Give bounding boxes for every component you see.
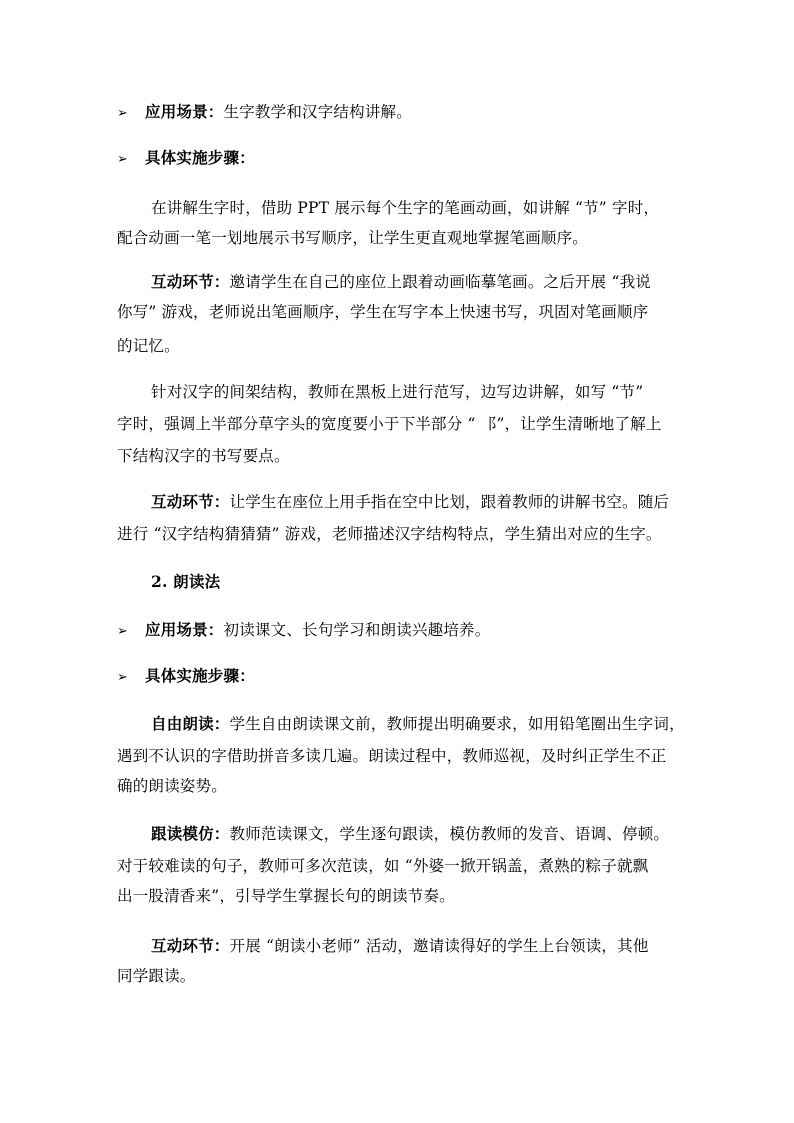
section-heading: 2. 朗读法 bbox=[151, 572, 221, 591]
paragraph-line: 配合动画一笔一划地展示书写顺序，让学生更直观地掌握笔画顺序。 bbox=[117, 229, 589, 247]
paragraph-line bbox=[117, 272, 711, 292]
paragraph-text: 让学生在座位上用手指在空中比划，跟着教师的讲解书空。随后 bbox=[229, 493, 670, 511]
interaction-label: 互动环节： bbox=[151, 492, 230, 511]
free-reading-label: 自由朗读： bbox=[151, 714, 230, 733]
bullet-steps-2 bbox=[117, 666, 677, 688]
interaction-label: 互动环节： bbox=[151, 272, 230, 291]
paragraph-line: 下结构汉字的书写要点。 bbox=[117, 447, 290, 465]
paragraph-line bbox=[117, 936, 711, 956]
bullet-steps-1 bbox=[117, 148, 677, 170]
bullet-label: 具体实施步骤： bbox=[145, 666, 255, 685]
paragraph-line: 对于较难读的句子，教师可多次范读，如 “外婆一掀开锅盖，煮熟的粽子就飘 bbox=[117, 857, 649, 875]
paragraph-line: 针对汉字的间架结构，教师在黑板上进行范写，边写边讲解，如写 “节” bbox=[151, 383, 644, 401]
arrowhead-bullet-icon: ➢ bbox=[117, 106, 129, 121]
bullet-text: 初读课文、长句学习和朗读兴趣培养。 bbox=[223, 621, 491, 639]
paragraph-text: 学生自由朗读课文前，教师提出明确要求，如用铅笔圈出生字词， bbox=[229, 715, 685, 733]
paragraph-line: 的记忆。 bbox=[117, 337, 180, 355]
arrowhead-bullet-icon: ➢ bbox=[117, 152, 129, 167]
paragraph-line: 同学跟读。 bbox=[117, 967, 196, 985]
paragraph-line: 确的朗读姿势。 bbox=[117, 777, 227, 795]
paragraph-text: 开展 “朗读小老师” 活动，邀请读得好的学生上台领读，其他 bbox=[229, 937, 649, 955]
interaction-label: 互动环节： bbox=[151, 936, 230, 955]
paragraph-line bbox=[117, 824, 711, 844]
paragraph-text: 邀请学生在自己的座位上跟着动画临摹笔画。之后开展 “我说 bbox=[229, 273, 651, 291]
bullet-label: 应用场景： bbox=[145, 620, 224, 639]
follow-reading-label: 跟读模仿： bbox=[151, 824, 230, 843]
paragraph-line: 字时，强调上半部分草字头的宽度要小于下半部分 “ ⻏”，让学生清晰地了解上 bbox=[117, 415, 662, 433]
arrowhead-bullet-icon: ➢ bbox=[117, 670, 129, 685]
paragraph-line: 出一股清香来”，引导学生掌握长句的朗读节奏。 bbox=[117, 887, 455, 905]
bullet-label: 具体实施步骤： bbox=[145, 148, 255, 167]
bullet-application-scene-2 bbox=[117, 620, 677, 642]
bullet-text: 生字教学和汉字结构讲解。 bbox=[223, 103, 412, 121]
paragraph-text: 教师范读课文，学生逐句跟读，模仿教师的发音、语调、停顿。 bbox=[229, 825, 670, 843]
paragraph-line: 进行 “汉字结构猜猜猜” 游戏，老师描述汉字结构特点，学生猜出对应的生字。 bbox=[117, 525, 662, 543]
bullet-label: 应用场景： bbox=[145, 102, 224, 121]
arrowhead-bullet-icon: ➢ bbox=[117, 624, 129, 639]
paragraph-line bbox=[117, 714, 711, 734]
bullet-application-scene-1 bbox=[117, 102, 677, 124]
paragraph-line: 你写” 游戏，老师说出笔画顺序，学生在写字本上快速书写，巩固对笔画顺序 bbox=[117, 303, 649, 321]
paragraph-line bbox=[117, 492, 711, 512]
paragraph-line: 在讲解生字时，借助 PPT 展示每个生字的笔画动画，如讲解 “节” 字时， bbox=[151, 199, 660, 217]
paragraph-line: 遇到不认识的字借助拼音多读几遍。朗读过程中，教师巡视，及时纠正学生不正 bbox=[117, 747, 667, 765]
